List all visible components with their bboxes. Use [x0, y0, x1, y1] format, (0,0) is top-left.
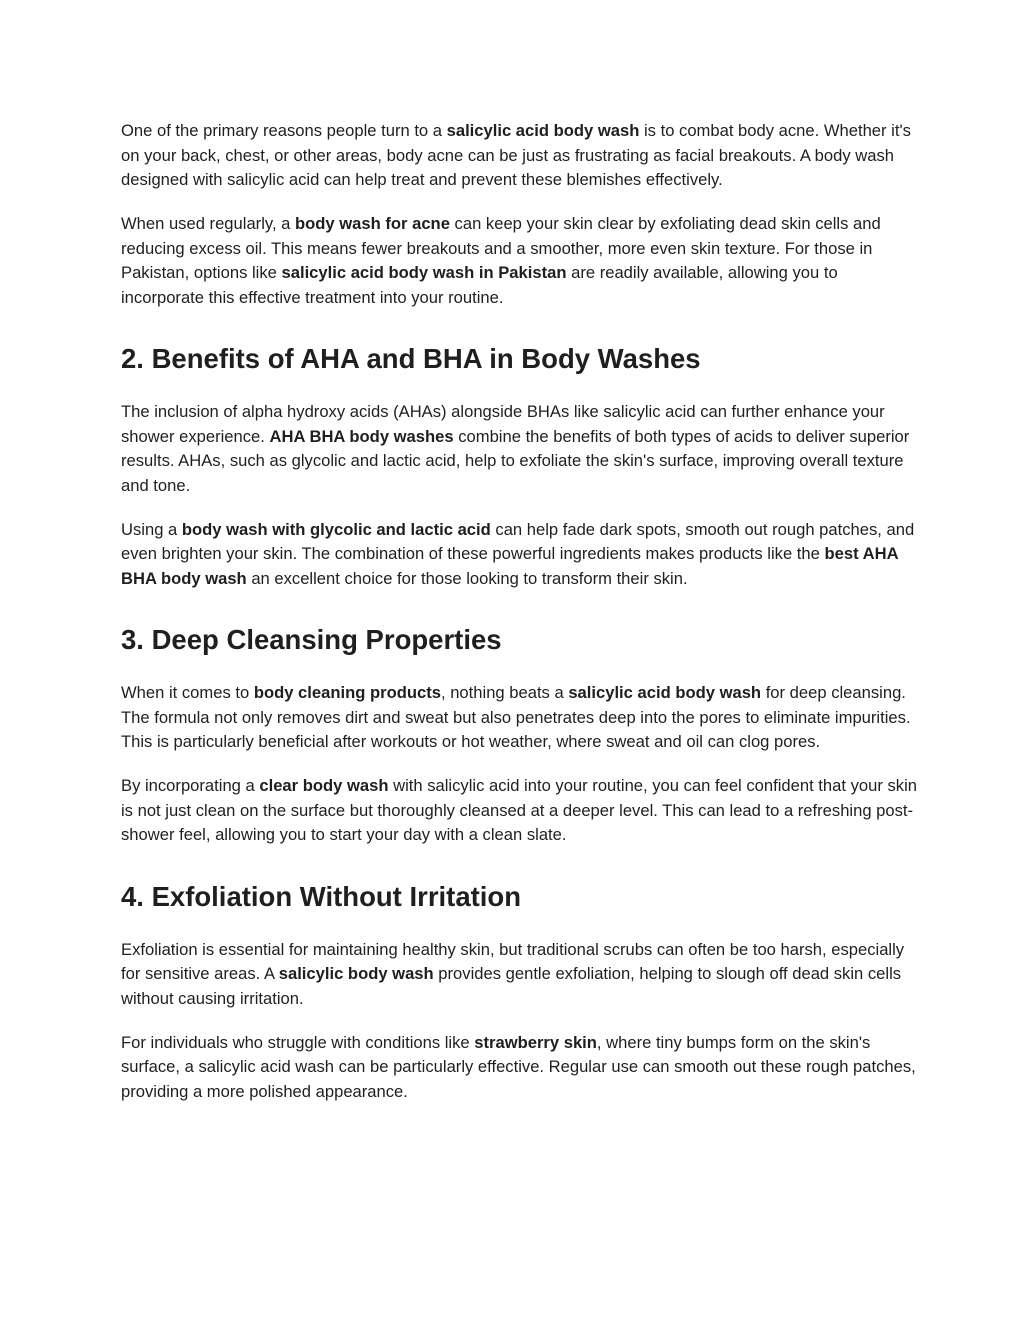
paragraph	[121, 681, 921, 755]
paragraph	[121, 400, 921, 498]
text-run: , where tiny bumps form on the skin's surface, a salicylic acid wash can be particularly effective. Regular use can smooth out these rough patches, providing a more polished appearance.	[121, 1032, 916, 1101]
paragraph	[121, 938, 921, 1012]
bold-term: body wash with glycolic and lactic acid	[181, 519, 491, 539]
bold-term: salicylic acid body wash	[446, 121, 640, 140]
paragraph	[121, 774, 921, 848]
bold-term: salicylic acid body wash in Pakistan	[281, 263, 567, 282]
paragraph	[121, 212, 921, 310]
bold-term: AHA BHA body washes	[269, 426, 454, 446]
text-run: One of the primary reasons people turn to a	[121, 121, 447, 140]
section-heading: 4. Exfoliation Without Irritation	[121, 880, 522, 912]
bold-term: clear body wash	[259, 776, 389, 795]
text-run: can keep your skin clear by exfoliating dead skin cells and reducing excess oil. This means fewer breakouts and a smoother, more even skin texture. For those in Pakistan, options like	[121, 214, 881, 282]
text-run: can help fade dark spots, smooth out rough patches, and even brighten your skin. The combination of these powerful ingredients makes products like the	[121, 519, 915, 563]
bold-term: body wash for acne	[295, 214, 450, 233]
text-run: By incorporating a	[121, 776, 260, 795]
bold-term: strawberry skin	[474, 1032, 597, 1052]
text-run: is to combat body acne. Whether it's on your back, chest, or other areas, body acne can be just as frustrating as facial breakouts. A body wash designed with salicylic acid can help treat and prevent these blemishes effectively.	[121, 121, 911, 189]
document-page	[121, 119, 921, 1104]
text-run: with salicylic acid into your routine, you can feel confident that your skin is not just clean on the surface but thoroughly cleansed at a deeper level. This can lead to a refreshing post-shower feel, allowing you to start your day with a clean slate.	[121, 776, 917, 844]
text-run: For individuals who struggle with conditions like	[121, 1032, 475, 1052]
text-run: an excellent choice for those looking to transform their skin.	[246, 568, 688, 588]
section-exfoliation	[121, 881, 921, 1105]
bold-term: body cleaning products	[253, 683, 441, 702]
text-run: provides gentle exfoliation, helping to slough off dead skin cells without causing irritation.	[121, 964, 902, 1008]
section-heading: 2. Benefits of AHA and BHA in Body Washes	[121, 343, 701, 374]
bold-term: best AHA BHA body wash	[121, 544, 898, 588]
text-run: The inclusion of alpha hydroxy acids (AHAs) alongside BHAs like salicylic acid can further enhance your shower experience.	[121, 402, 885, 446]
section-deep-cleansing	[121, 624, 921, 848]
text-run: for deep cleansing. The formula not only removes dirt and sweat but also penetrates deep into the pores to eliminate impurities. This is particularly beneficial after workouts or hot weather, where sweat and oil can clog pores.	[121, 683, 911, 751]
section-benefits	[121, 343, 921, 591]
text-run: When used regularly, a	[121, 214, 296, 233]
paragraph	[121, 518, 921, 592]
bold-term: salicylic body wash	[278, 964, 434, 983]
text-run: are readily available, allowing you to incorporate this effective treatment into your routine.	[121, 263, 838, 307]
paragraph	[121, 1031, 921, 1105]
text-run: Using a	[121, 519, 182, 539]
text-run: , nothing beats a	[440, 683, 569, 702]
text-run: When it comes to	[121, 683, 254, 702]
text-run: Exfoliation is essential for maintaining healthy skin, but traditional scrubs can often be too harsh, especially for sensitive areas. A	[121, 939, 905, 983]
intro-section	[121, 119, 921, 310]
paragraph	[121, 119, 921, 193]
section-heading: 3. Deep Cleansing Properties	[121, 624, 502, 655]
bold-term: salicylic acid body wash	[568, 683, 762, 702]
text-run: combine the benefits of both types of acids to deliver superior results. AHAs, such as glycolic and lactic acid, help to exfoliate the skin's surface, improving overall texture and tone.	[121, 426, 910, 495]
